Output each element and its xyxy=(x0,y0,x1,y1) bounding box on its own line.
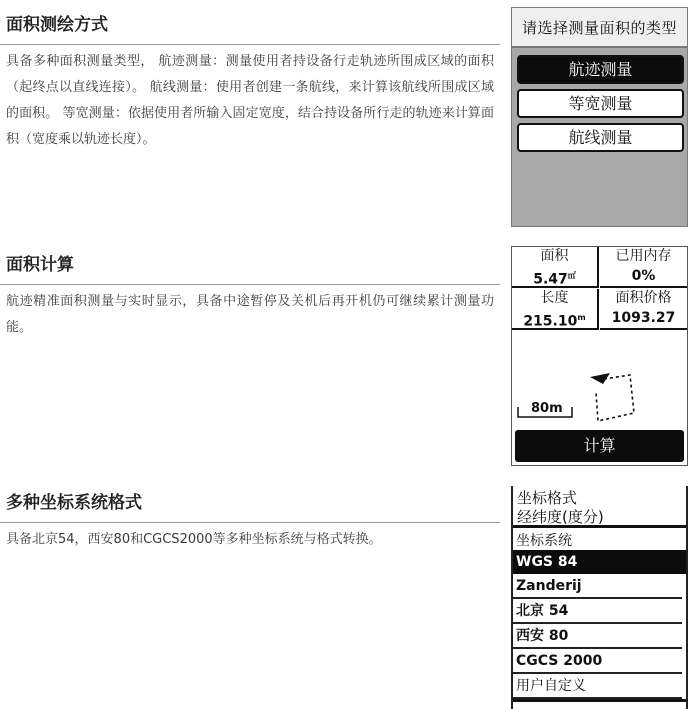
section-area-methods xyxy=(0,10,500,153)
coord-format-label: 坐标格式 xyxy=(517,489,578,507)
coord-system-list xyxy=(513,531,688,709)
section-body: 具备北京54，西安80和CGCS2000等多种坐标系统与格式转换。 xyxy=(6,532,382,547)
section-title: 面积测绘方式 xyxy=(6,15,108,35)
section-body: 航迹精准面积测量与实时显示，具备中途暂停及关机后再开机仍可继续累计测量功能。 xyxy=(6,294,494,335)
option-route-measure[interactable]: 航线测量 xyxy=(517,123,684,152)
coord-format-value: 经纬度(度分) xyxy=(517,508,604,526)
coord-system-label: 坐标系统 xyxy=(516,533,572,549)
field-memory-used xyxy=(600,247,687,288)
device-screen-coord-system xyxy=(511,486,688,709)
position-arrow-icon xyxy=(590,373,610,384)
list-item[interactable]: 用户自定义 xyxy=(513,674,682,699)
section-body: 具备多种面积测量类型， 航迹测量：测量使用者持设备行走轨迹所围成区域的面积（起终点以直线连接）。 航线测量：使用者创建一条航线，来计算该航线所围成区域的面积。 等宽测量：依据使用者所输入固定宽度，结合持设备所行走的轨迹来计算面积（宽度乘以轨迹长度）。 xyxy=(6,54,494,147)
section-title: 面积计算 xyxy=(6,255,74,275)
section-title: 多种坐标系统格式 xyxy=(6,493,142,513)
field-length xyxy=(512,289,599,330)
field-value: 5.47㎡ xyxy=(533,271,576,288)
scale-label: 80m xyxy=(531,401,563,416)
option-track-measure[interactable]: 航迹测量 xyxy=(517,55,684,84)
screen-header: 请选择测量面积的类型 xyxy=(512,8,687,48)
device-screen-measure-type xyxy=(511,7,688,227)
list-item[interactable]: 西安 80 xyxy=(513,624,682,649)
list-item[interactable]: 北京 54 xyxy=(513,599,682,624)
field-value: 0% xyxy=(631,268,656,284)
field-label: 已用内存 xyxy=(615,248,672,264)
field-area xyxy=(512,247,599,288)
list-item[interactable]: WGS 84 xyxy=(513,550,688,574)
device-screen-area-calc xyxy=(511,246,688,466)
calculate-button[interactable]: 计算 xyxy=(515,430,684,462)
field-label: 面积价格 xyxy=(615,290,672,306)
section-coord-systems xyxy=(0,488,500,553)
list-item[interactable]: Zanderij xyxy=(513,574,682,599)
field-label: 长度 xyxy=(540,290,569,306)
track-map[interactable] xyxy=(512,331,687,428)
field-label: 面积 xyxy=(540,248,569,264)
coord-format-panel[interactable] xyxy=(513,486,686,528)
field-value: 1093.27 xyxy=(611,310,676,326)
field-area-price xyxy=(600,289,687,330)
option-equal-width-measure[interactable]: 等宽测量 xyxy=(517,89,684,118)
section-area-calc xyxy=(0,250,500,341)
list-item[interactable]: CGCS 2000 xyxy=(513,649,682,674)
data-fields-grid xyxy=(512,247,687,330)
track-map-svg xyxy=(512,331,687,428)
field-value: 215.10$^m$ xyxy=(523,313,586,330)
divider xyxy=(513,699,688,709)
